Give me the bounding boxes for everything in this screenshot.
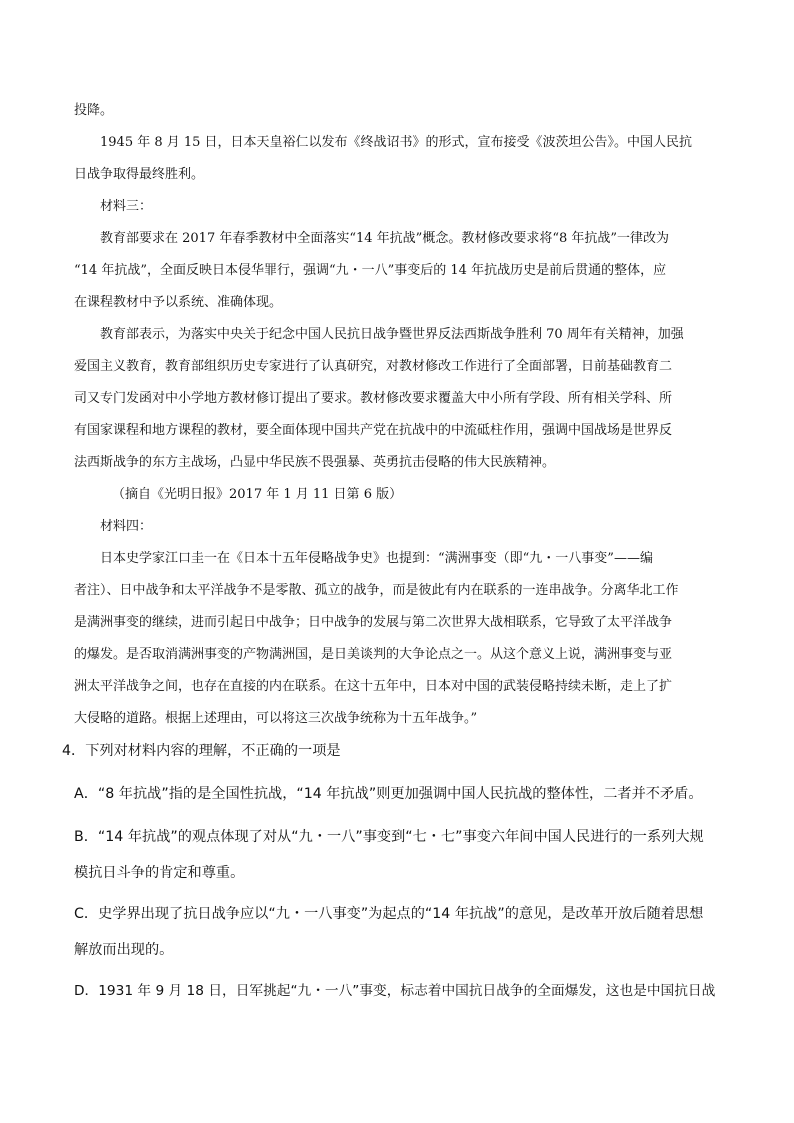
question-stem: 4．下列对材料内容的理解，不正确的一项是 <box>62 743 341 759</box>
passage-line: “14 年抗战”，全面反映日本侵华罪行，强调“九・一八”事变后的 14 年抗战历史是前后贯通的整体，应 <box>74 263 667 278</box>
passage-line: 爱国主义教育，教育部组织历史专家进行了认真研究，对教材修改工作进行了全面部署，日前基础教育二 <box>74 359 673 374</box>
option-c-continued: 解放而出现的。 <box>74 942 174 958</box>
option-d: D．1931 年 9 月 18 日，日军挑起“九・一八”事变，标志着中国抗日战争的全面爆发，这也是中国抗日战 <box>74 983 716 999</box>
passage-line: 1945 年 8 月 15 日，日本天皇裕仁以发布《终战诏书》的形式，宣布接受《波茨坦公告》。中国人民抗 <box>100 135 693 150</box>
passage-line: 有国家课程和地方课程的教材，要全面体现中国共产党在抗战中的中流砥柱作用，强调中国战场是世界反 <box>74 423 673 438</box>
passage-line: 者注）、日中战争和太平洋战争不是零散、孤立的战争，而是彼此有内在联系的一连串战争。分离华北工作 <box>74 583 679 598</box>
passage-line: 的爆发。是否取消满洲事变的产物满洲国，是日美谈判的大争论点之一。从这个意义上说，满洲事变与亚 <box>74 647 673 662</box>
passage-line: 法西斯战争的东方主战场，凸显中华民族不畏强暴、英勇抗击侵略的伟大民族精神。 <box>74 455 556 470</box>
option-b: B．“14 年抗战”的观点体现了对从“九・一八”事变到“七・七”事变六年间中国人民进行的一系列大规 <box>74 829 704 845</box>
option-a: A．“8 年抗战”指的是全国性抗战，“14 年抗战”则更加强调中国人民抗战的整体性，二者并不矛盾。 <box>74 786 703 802</box>
passage-line: 日战争取得最终胜利。 <box>74 167 205 182</box>
passage-line: 投降。 <box>74 103 114 118</box>
option-c: C．史学界出现了抗日战争应以“九・一八事变”为起点的“14 年抗战”的意见，是改革开放后随着思想 <box>74 906 704 922</box>
passage-line: 司又专门发函对中小学地方教材修订提出了要求。教材修改要求覆盖大中小所有学段、所有相关学科、所 <box>74 391 673 406</box>
passage-line: 教育部表示，为落实中央关于纪念中国人民抗日战争暨世界反法西斯战争胜利 70 周年有关精神，加强 <box>100 327 684 342</box>
passage-line: 教育部要求在 2017 年春季教材中全面落实“14 年抗战”概念。教材修改要求将“8 年抗战”一律改为 <box>100 231 670 246</box>
material-heading: 材料三： <box>100 199 153 214</box>
option-b-continued: 模抗日斗争的肯定和尊重。 <box>74 865 245 881</box>
passage-line: 在课程教材中予以系统、准确体现。 <box>74 295 283 310</box>
source-citation: （摘自《光明日报》2017 年 1 月 11 日第 6 版） <box>112 487 403 502</box>
passage-line: 大侵略的道路。根据上述理由，可以将这三次战争统称为十五年战争。” <box>74 711 478 726</box>
passage-line: 洲太平洋战争之间，也存在直接的内在联系。在这十五年中，日本对中国的武装侵略持续未断，走上了扩 <box>74 679 673 694</box>
passage-line: 是满洲事变的继续，进而引起日中战争；日中战争的发展与第二次世界大战相联系，它导致了太平洋战争 <box>74 615 673 630</box>
material-heading: 材料四： <box>100 519 153 534</box>
passage-line: 日本史学家江口圭一在《日本十五年侵略战争史》也提到：“满洲事变（即“九・一八事变”——编 <box>100 551 653 566</box>
